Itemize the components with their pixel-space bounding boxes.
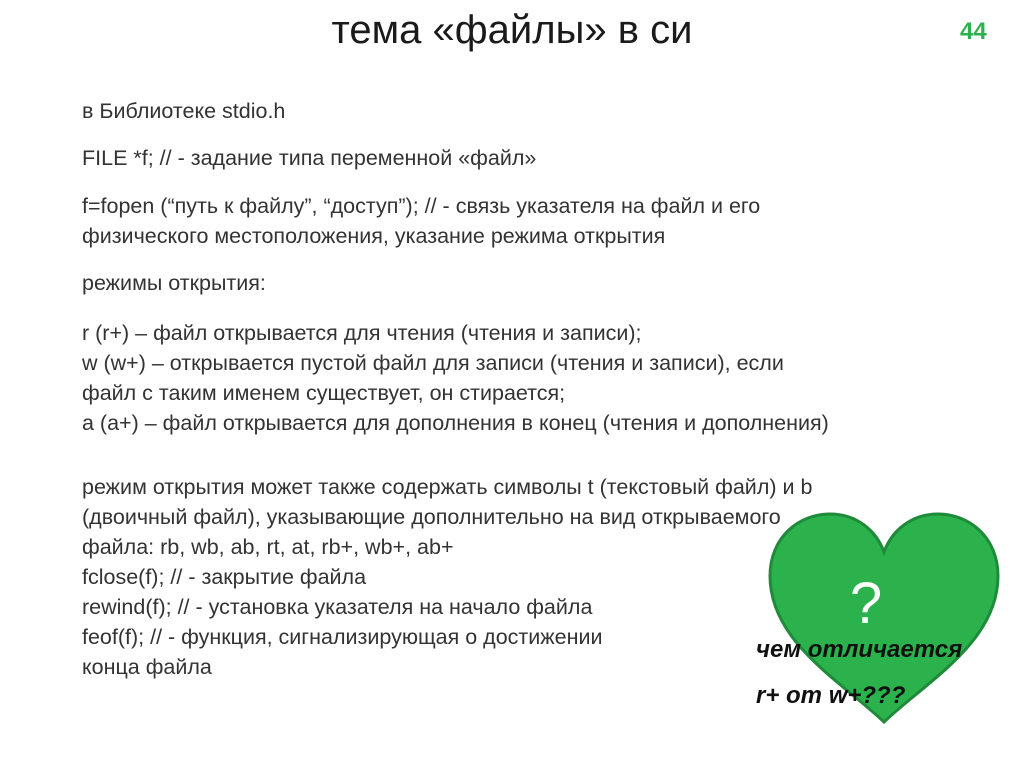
slide-title: тема «файлы» в си <box>331 8 693 52</box>
text-line: a (a+) – файл открывается для дополнения в конец (чтения и дополнения) <box>82 411 829 435</box>
paragraph-functions <box>82 472 812 682</box>
text-line: режим открытия может также содержать символы t (текстовый файл) и b <box>82 475 813 499</box>
text-line: FILE *f; // - задание типа переменной «файл» <box>82 146 537 170</box>
text-line: файла: rb, wb, ab, rt, at, rb+, wb+, ab+ <box>82 535 454 559</box>
paragraph-file-decl <box>82 143 536 173</box>
callout-line-2: r+ от w+??? <box>756 682 906 709</box>
text-line: rewind(f); // - установка указателя на начало файла <box>82 595 593 619</box>
text-line: в Библиотеке stdio.h <box>82 99 286 123</box>
paragraph-library <box>82 96 285 126</box>
text-line: файл с таким именем существует, он стирается; <box>82 381 566 405</box>
text-line: конца файла <box>82 655 212 679</box>
text-line: режимы открытия: <box>82 271 266 295</box>
paragraph-fopen <box>82 191 760 251</box>
paragraph-modes-heading <box>82 268 266 298</box>
text-line: f=fopen (“путь к файлу”, “доступ”); // - связь указателя на файл и его <box>82 194 761 218</box>
text-line: r (r+) – файл открывается для чтения (чтения и записи); <box>82 321 642 345</box>
paragraph-modes-list <box>82 318 829 438</box>
text-line: w (w+) – открывается пустой файл для записи (чтения и записи), если <box>82 351 784 375</box>
text-line: (двоичный файл), указывающие дополнительно на вид открываемого <box>82 505 781 529</box>
question-mark: ? <box>849 571 883 636</box>
text-line: feof(f); // - функция, сигнализирующая о достижении <box>82 625 603 649</box>
text-line: физического местоположения, указание режима открытия <box>82 224 666 248</box>
callout-line-1: чем отличается <box>756 636 963 663</box>
text-line: fclose(f); // - закрытие файла <box>82 565 367 589</box>
slide-number: 44 <box>960 18 987 45</box>
